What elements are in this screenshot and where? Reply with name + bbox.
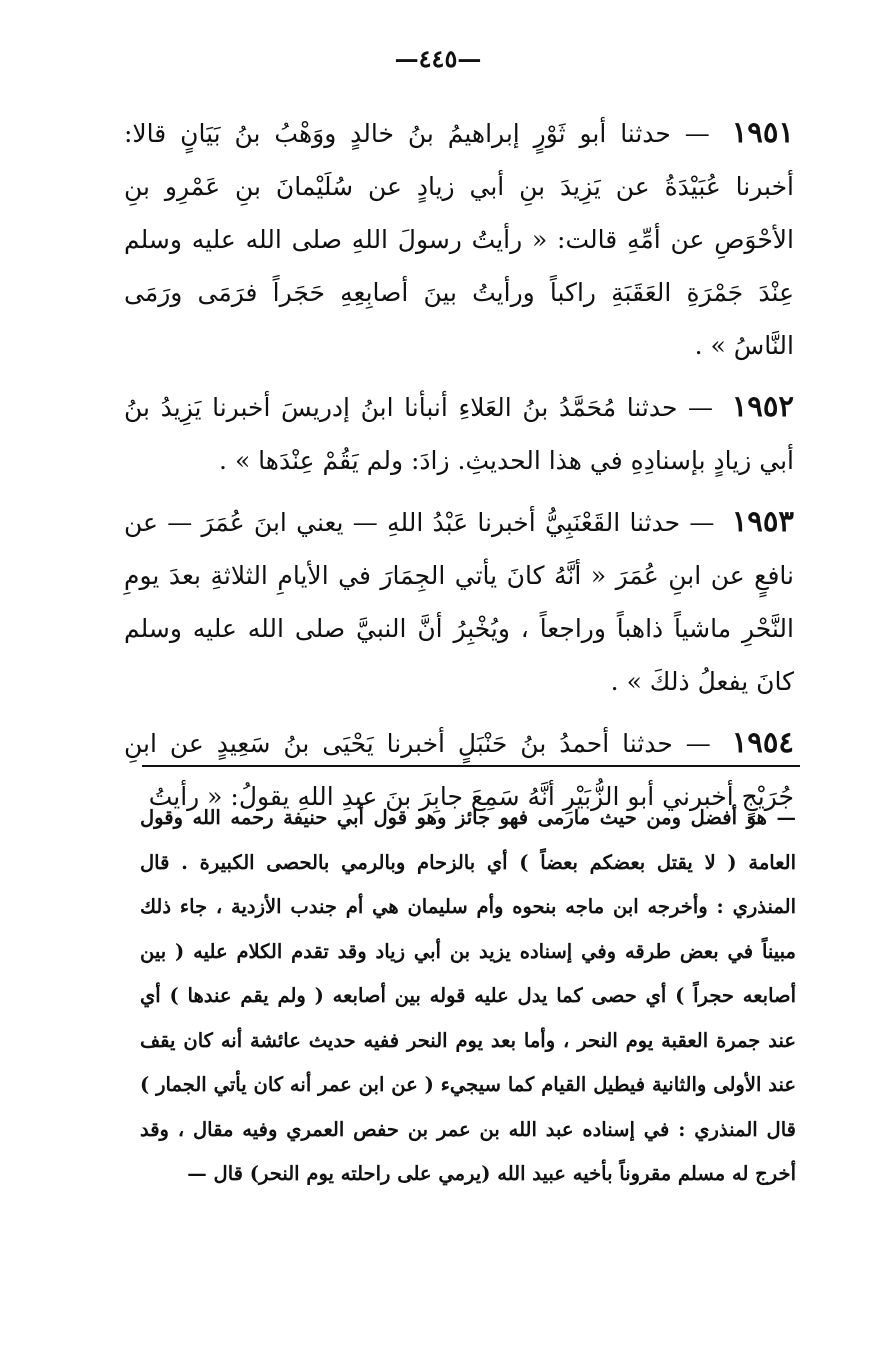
hadith-number: ١٩٥٤	[731, 725, 794, 759]
hadith-body: — حدثنا القَعْنَبِيُّ أخبرنا عَبْدُ اللهِ — يعني ابنَ عُمَرَ — عن نافعٍ عن ابنِ عُمَرَ « أنَّهُ كانَ يأتي الجِمَارَ في الأيامِ الثلاثةِ بعدَ يومِ النَّحْرِ ماشياً ذاهباً وراجعاً ، ويُخْبِرُ أنَّ النبيَّ صلى الله عليه وسلم كانَ يفعلُ ذلكَ » .	[124, 508, 794, 696]
page-number: —٤٤٥—	[394, 44, 482, 73]
hadith-number: ١٩٥٣	[731, 504, 794, 538]
hadith-body: — حدثنا مُحَمَّدُ بنُ العَلاءِ أنبأنا ابنُ إدريسَ أخبرنا يَزِيدُ بنُ أبي زيادٍ بإسنادِهِ في هذا الحديثِ. زادَ: ولم يَقُمْ عِنْدَها » .	[124, 393, 794, 475]
hadith-1952	[124, 380, 794, 487]
hadith-1953	[124, 495, 794, 708]
hadith-body: — حدثنا أبو ثَوْرٍ إبراهيمُ بنُ خالدٍ ووَهْبُ بنُ بَيَانٍ قالا: أخبرنا عُبَيْدَةُ عن يَزِيدَ بنِ أبي زيادٍ عن سُلَيْمانَ بنِ عَمْرِو بنِ الأحْوَصِ عن أمِّهِ قالت: « رأيتُ رسولَ اللهِ صلى الله عليه وسلم عِنْدَ جَمْرَةِ العَقَبَةِ راكباً ورأيتُ بينَ أصابِعِهِ حَجَراً فرَمَى ورَمَى النَّاسُ » .	[124, 119, 794, 360]
commentary-block	[140, 796, 796, 1197]
hadith-body: — حدثنا أحمدُ بنُ حَنْبَلٍ أخبرنا يَحْيَى بنُ سَعِيدٍ عن ابنِ جُرَيْجٍ أخبرني أبو الزُّبَيْرِ أنَّهُ سَمِعَ جابِرَ بنَ عبدِ اللهِ يقولُ: « رأيتُ	[124, 729, 794, 811]
hadith-number: ١٩٥٢	[731, 389, 795, 423]
hadith-1951	[124, 106, 794, 372]
hadith-number: ١٩٥١	[731, 115, 794, 149]
hadith-text-block	[124, 106, 794, 831]
commentary-text: — هو أفضل ومن حيث مارمى فهو جائز وهو قول أبي حنيفة رحمه الله وقول العامة ( لا يقتل بعضكم بعضاً ) أي بالزحام وبالرمي بالحصى الكبيرة . قال المنذري : وأخرجه ابن ماجه بنحوه وأم سليمان هي أم جندب الأزدية ، جاء ذلك مبيناً في بعض طرقه وفي إسناده يزيد بن أبي زياد وقد تقدم الكلام عليه ( بين أصابعه حجراً ) أي حصى كما يدل عليه قوله بين أصابعه ( ولم يقم عندها ) أي عند جمرة العقبة يوم النحر ، وأما بعد يوم النحر ففيه حديث عائشة أنه كان يقف عند الأولى والثانية فيطيل القيام كما سيجيء ( عن ابن عمر أنه كان يأتي الجمار ) قال المنذري : في إسناده عبد الله بن عمر بن حفص العمري وفيه مقال ، وقد أخرج له مسلم مقروناً بأخيه عبيد الله (يرمي على راحلته يوم النحر) قال —	[140, 806, 797, 1185]
footnote-divider	[142, 765, 800, 767]
